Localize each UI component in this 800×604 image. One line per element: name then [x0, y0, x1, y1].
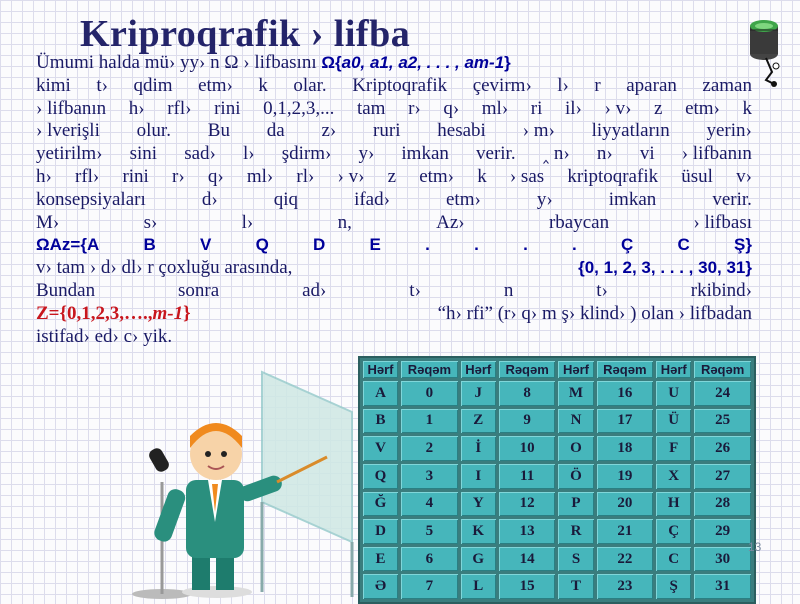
word: k: [258, 74, 268, 96]
word: C: [677, 235, 690, 255]
word: rfl›: [75, 165, 100, 187]
word: ad›: [302, 279, 327, 301]
text-line-7: [36, 189, 752, 212]
word: Bu: [207, 120, 230, 142]
table-header-cell: Hərf: [461, 361, 496, 378]
word: › v›: [337, 165, 365, 187]
word: olur.: [136, 120, 171, 142]
word: D: [313, 235, 326, 255]
word: etm›: [446, 188, 481, 210]
letter-cell: Z: [461, 409, 496, 434]
word: .: [523, 235, 528, 255]
number-cell: 25: [694, 409, 751, 434]
number-cell: 15: [499, 574, 556, 599]
letter-cell: F: [656, 436, 691, 461]
letter-cell: U: [656, 381, 691, 406]
word: üsul: [681, 165, 713, 187]
number-cell: 8: [499, 381, 556, 406]
letter-cell: R: [558, 519, 593, 544]
page-number: 13: [748, 540, 762, 554]
text-line-3: [36, 98, 752, 121]
number-cell: 1: [401, 409, 458, 434]
word: sonra: [178, 279, 220, 301]
text-line-11: [36, 280, 752, 303]
word: verir.: [712, 188, 752, 210]
letter-cell: D: [363, 519, 398, 544]
number-set: {0, 1, 2, 3, . . . , 30, 31}: [578, 258, 752, 278]
table-row: [363, 436, 751, 461]
letter-cell: Y: [461, 492, 496, 517]
table-header-cell: Rəqəm: [499, 361, 556, 378]
word: k: [477, 165, 487, 187]
word: verir.: [476, 143, 516, 165]
word: Ç: [621, 235, 634, 255]
word: › m›: [522, 120, 555, 142]
letter-cell: Ə: [363, 574, 398, 599]
letter-cell: P: [558, 492, 593, 517]
word: y›: [358, 143, 375, 165]
number-cell: 23: [597, 574, 654, 599]
word: etm›: [685, 97, 720, 119]
table-row: [363, 519, 751, 544]
word: t›: [596, 279, 608, 301]
text-line-13: istifad› ed› c› yik.: [36, 325, 173, 347]
text-line-4: [36, 120, 752, 143]
word: M›: [36, 211, 60, 233]
word: şdirm›: [281, 143, 332, 165]
word: rl›: [296, 165, 315, 187]
number-cell: 31: [694, 574, 751, 599]
word: › lifbanın: [681, 143, 752, 165]
text-line-8: [36, 212, 752, 235]
number-cell: 28: [694, 492, 751, 517]
word: ruri: [373, 120, 401, 142]
letter-cell: G: [461, 547, 496, 572]
letter-cell: A: [363, 381, 398, 406]
number-cell: 10: [499, 436, 556, 461]
word: v›: [736, 165, 752, 187]
number-cell: 30: [694, 547, 751, 572]
number-cell: 24: [694, 381, 751, 406]
letter-cell: J: [461, 381, 496, 406]
text-line-12: [36, 303, 752, 326]
letter-cell: S: [558, 547, 593, 572]
word: › lverişli: [36, 120, 100, 142]
table-header-cell: Rəqəm: [694, 361, 751, 378]
slide-body: [36, 52, 752, 348]
number-cell: 20: [597, 492, 654, 517]
word: ml›: [246, 165, 274, 187]
word: l›: [557, 74, 569, 96]
number-cell: 19: [597, 464, 654, 489]
word: t›: [409, 279, 421, 301]
word: qiq: [273, 188, 298, 210]
word: z: [387, 165, 397, 187]
word: z: [654, 97, 663, 119]
word: z›: [321, 120, 337, 142]
letter-cell: Ç: [656, 519, 691, 544]
number-cell: 6: [401, 547, 458, 572]
number-cell: 21: [597, 519, 654, 544]
word: Bundan: [36, 279, 96, 301]
word: Az›: [436, 211, 465, 233]
letter-cell: V: [363, 436, 398, 461]
letter-cell: X: [656, 464, 691, 489]
table-row: [363, 464, 751, 489]
word: q›: [207, 165, 224, 187]
word: Q: [255, 235, 269, 255]
text-line-1: [36, 52, 752, 75]
word: rkibind›: [690, 279, 752, 301]
word: h›: [36, 165, 52, 187]
word: › lifbanın: [36, 97, 107, 119]
word: h›: [128, 97, 145, 119]
word: vi: [639, 143, 655, 165]
letter-cell: I: [461, 464, 496, 489]
letter-cell: Ğ: [363, 492, 398, 517]
table-header-cell: Rəqəm: [401, 361, 458, 378]
word: imkan: [401, 143, 449, 165]
word: › lifbası: [693, 211, 752, 233]
table-row: [363, 409, 751, 434]
word: l›: [241, 211, 254, 233]
letter-cell: K: [461, 519, 496, 544]
word: l›: [242, 143, 255, 165]
table-row: [363, 547, 751, 572]
word: il›: [565, 97, 582, 119]
slide-title: Kriproqrafik › lifba: [80, 13, 411, 55]
word: aparan: [626, 74, 677, 96]
letter-cell: Ö: [558, 464, 593, 489]
letter-cell: T: [558, 574, 593, 599]
table-row: [363, 381, 751, 406]
number-cell: 22: [597, 547, 654, 572]
number-cell: 9: [499, 409, 556, 434]
word: B: [143, 235, 156, 255]
letter-cell: M: [558, 381, 593, 406]
number-cell: 11: [499, 464, 556, 489]
text-fragment: Ümumi halda mü› yy› n Ω › lifbasını: [36, 52, 317, 73]
word: Kriptoqrafik: [352, 74, 448, 96]
letter-cell: Ü: [656, 409, 691, 434]
word: olar.: [293, 74, 327, 96]
letter-cell: İ: [461, 436, 496, 461]
word: q›: [443, 97, 460, 119]
text-line-5: [36, 143, 752, 166]
word: › v›: [604, 97, 632, 119]
word: kriptoqrafik: [567, 165, 659, 187]
word: r›: [172, 165, 185, 187]
word: r: [594, 74, 601, 96]
word: imkan: [608, 188, 657, 210]
table-header-cell: Rəqəm: [597, 361, 654, 378]
table-row: [363, 574, 751, 599]
word: rfl›: [167, 97, 192, 119]
number-cell: 5: [401, 519, 458, 544]
number-cell: 16: [597, 381, 654, 406]
word: rini: [214, 97, 241, 119]
number-cell: 7: [401, 574, 458, 599]
word: etm›: [419, 165, 455, 187]
text-line-10: [36, 257, 752, 280]
number-cell: 12: [499, 492, 556, 517]
word: Ş}: [734, 235, 752, 255]
number-cell: 13: [499, 519, 556, 544]
letter-cell: N: [558, 409, 593, 434]
word: r›: [408, 97, 421, 119]
word: 0,1,2,3,...: [263, 97, 335, 119]
number-cell: 27: [694, 464, 751, 489]
letter-cell: B: [363, 409, 398, 434]
word: n›: [596, 143, 613, 165]
word: hesabi: [437, 120, 486, 142]
letter-cell: Ş: [656, 574, 691, 599]
number-cell: 17: [597, 409, 654, 434]
word: .: [425, 235, 430, 255]
text-fragment: v› tam › d› dl› r çoxluğu arasında,: [36, 257, 293, 279]
word: y›: [536, 188, 553, 210]
word: rbaycan: [548, 211, 610, 233]
word: etm›: [198, 74, 233, 96]
number-cell: 14: [499, 547, 556, 572]
table-header-cell: Hərf: [656, 361, 691, 378]
word: sad›: [184, 143, 216, 165]
word: V: [199, 235, 212, 255]
word: sini: [129, 143, 158, 165]
table-row: [363, 492, 751, 517]
word: tam: [356, 97, 386, 119]
word: liyyatların: [591, 120, 670, 142]
word: .: [572, 235, 577, 255]
letter-cell: Q: [363, 464, 398, 489]
word: t›: [96, 74, 108, 96]
word: çevirm›: [472, 74, 532, 96]
presenter-clipart-icon: [112, 362, 362, 600]
word: ri: [530, 97, 543, 119]
word: ifad›: [354, 188, 390, 210]
word: ΩAz={A: [36, 235, 100, 255]
word: › sas: [509, 165, 545, 187]
word: s›: [143, 211, 158, 233]
word: .: [474, 235, 479, 255]
table-header-row: [363, 361, 751, 378]
table-header-cell: Hərf: [363, 361, 398, 378]
text-line-6: [36, 166, 752, 189]
word: yerin›: [706, 120, 752, 142]
number-cell: 29: [694, 519, 751, 544]
word: kimi: [36, 74, 71, 96]
word: qdim: [133, 74, 173, 96]
number-cell: 18: [597, 436, 654, 461]
word: n,: [337, 211, 352, 233]
table-header-cell: Hərf: [558, 361, 593, 378]
text-line-2: [36, 75, 752, 98]
number-cell: 2: [401, 436, 458, 461]
alphabet-set-line: [36, 234, 752, 257]
word: E: [369, 235, 381, 255]
number-cell: 26: [694, 436, 751, 461]
text-fragment: “h› rfi” (r› q› m ş› klind› ) olan › lifbadan: [437, 302, 752, 324]
letter-cell: L: [461, 574, 496, 599]
letter-cell: E: [363, 547, 398, 572]
word: ml›: [481, 97, 509, 119]
word: k: [742, 97, 752, 119]
z-set: Z={0,1,2,3,….,m-1}: [36, 302, 191, 324]
letter-cell: O: [558, 436, 593, 461]
letter-cell: H: [656, 492, 691, 517]
word: n: [503, 279, 514, 301]
alphabet-table: [360, 358, 754, 602]
word: d›: [201, 188, 218, 210]
number-cell: 0: [401, 381, 458, 406]
letter-cell: C: [656, 547, 691, 572]
word: zaman: [702, 74, 752, 96]
number-cell: 3: [401, 464, 458, 489]
alphabet-number-table: [358, 356, 756, 604]
number-cell: 4: [401, 492, 458, 517]
word: rini: [122, 165, 149, 187]
word: konsepsiyaları: [36, 188, 146, 210]
word: da: [266, 120, 285, 142]
word: yetirilm›: [36, 143, 103, 165]
word: ‸ n›: [542, 143, 570, 165]
omega-set: Ω{a0, a1, a2, . . . , am-1}: [321, 53, 511, 72]
